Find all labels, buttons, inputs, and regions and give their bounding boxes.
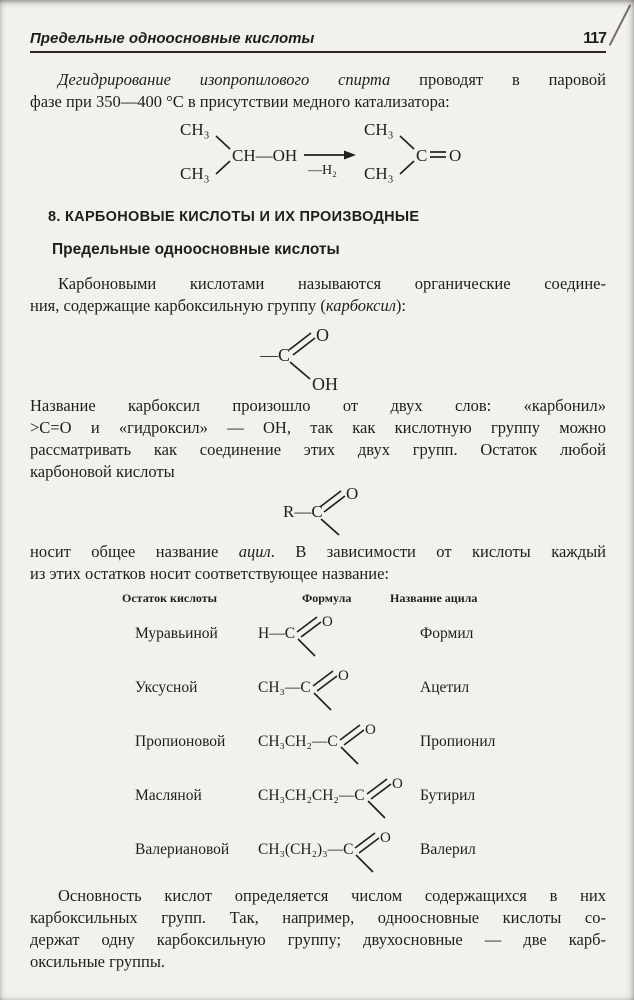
- double-bond-line: [367, 779, 387, 794]
- paragraph-definition: [30, 273, 606, 317]
- formula-text: O: [337, 668, 349, 684]
- acid-name: Валериановой: [135, 841, 230, 858]
- table-header-row: [30, 589, 606, 607]
- bond-line: [216, 136, 230, 149]
- text-line: карбоксильных групп. Так, например, одноосновные кислоты со-: [30, 908, 606, 927]
- formula-text: CH₃: [364, 164, 394, 183]
- text-line: фазе при 350—400 °С в присутствии медного катализатора:: [30, 92, 450, 111]
- formula-text: CH₃(CH₂)₃—C: [258, 841, 354, 858]
- double-bond-line: [324, 496, 345, 512]
- text-run: ния, содержащие карбоксильную группу (: [30, 296, 326, 315]
- formula-text: O: [316, 325, 329, 345]
- text-line: Название карбоксил произошло от двух слов: «карбонил»: [30, 396, 606, 415]
- acyl-fork-structure: [354, 827, 392, 873]
- text-run: проводят в паровой: [390, 70, 606, 89]
- formula-text: O: [391, 776, 403, 792]
- paragraph-dehydrogenation: [30, 69, 606, 113]
- acyl-formula-cell: [258, 773, 420, 819]
- acyl-fork-structure: [312, 665, 350, 711]
- table-row: [30, 769, 606, 823]
- double-bond-line: [289, 333, 311, 350]
- running-title: Предельные одноосновные кислоты: [30, 30, 315, 47]
- acyl-residue-structure: [283, 483, 367, 537]
- acid-name: Муравьиной: [135, 625, 218, 642]
- text-line: карбоновой кислоты: [30, 462, 175, 481]
- acyl-names-table: [30, 589, 606, 877]
- text-line: Карбоновыми кислотами называются органические соедине-: [58, 274, 606, 293]
- text-line: из этих остатков носит соответствующее название:: [30, 564, 389, 583]
- reaction-scheme-isopropanol-to-acetone: [176, 115, 476, 189]
- paragraph-carboxyl-origin: [30, 395, 606, 483]
- formula-text: —C: [260, 345, 291, 365]
- table-row: [30, 607, 606, 661]
- bond-line: [321, 519, 339, 535]
- acid-name: Масляной: [135, 787, 202, 804]
- formula-text: CH₃CH₂—C: [258, 733, 338, 750]
- column-header-acid-residue: Остаток кислоты: [122, 591, 218, 605]
- formula-text: O: [346, 484, 359, 503]
- table-row: [30, 823, 606, 877]
- acyl-name: Формил: [420, 625, 474, 642]
- text-run: ):: [395, 296, 406, 315]
- paragraph-acyl-naming: [30, 541, 606, 585]
- formula-text: CH₃: [180, 164, 210, 183]
- text-run: . В зависимости от кислоты каждый: [270, 542, 606, 561]
- text-line: [30, 541, 606, 563]
- formula-text: O: [380, 830, 392, 846]
- bond-line: [298, 639, 315, 656]
- text-line: >C=O и «гидроксил» — OH, так как кислотную группу можно: [30, 418, 606, 437]
- bond-line: [314, 693, 331, 710]
- header-rule: [30, 51, 606, 53]
- acyl-name: Ацетил: [420, 679, 470, 696]
- formula-text: O: [322, 614, 333, 630]
- formula-text: R—C: [283, 502, 323, 521]
- bond-line: [400, 136, 414, 149]
- formula-text: H—C: [258, 625, 296, 642]
- double-bond-line: [301, 622, 321, 637]
- italic-term: карбоксил: [325, 296, 396, 315]
- acyl-formula-cell: [258, 719, 420, 765]
- bond-line: [356, 855, 373, 872]
- acid-name: Уксусной: [135, 679, 198, 696]
- double-bond-line: [371, 784, 391, 799]
- subsection-heading: Предельные одноосновные кислоты: [52, 241, 340, 258]
- double-bond-line: [297, 617, 317, 632]
- text-line: рассматривать как соединение этих двух групп. Остаток любой: [30, 440, 606, 459]
- double-bond-line: [340, 725, 360, 740]
- text-line: оксильные группы.: [30, 952, 166, 971]
- running-head: [30, 30, 606, 48]
- double-bond-line: [344, 730, 364, 745]
- acyl-formula-cell: [258, 611, 420, 657]
- page-number: 117: [583, 30, 606, 47]
- text-run: носит общее название: [30, 542, 239, 561]
- text-line: Основность кислот определяется числом содержащихся в них: [58, 886, 606, 905]
- acyl-fork-structure: [296, 611, 334, 657]
- paragraph-basicity: [30, 885, 606, 973]
- formula-text: CH₃: [180, 120, 210, 139]
- text-line: [30, 69, 606, 91]
- double-bond-line: [293, 338, 315, 355]
- formula-text: C: [416, 146, 428, 165]
- carboxyl-group-structure: [260, 319, 356, 393]
- table-row: [30, 715, 606, 769]
- acyl-name: Валерил: [420, 841, 476, 858]
- bond-line: [400, 161, 414, 174]
- table-row: [30, 661, 606, 715]
- formula-text: O: [449, 146, 462, 165]
- bond-line: [216, 161, 230, 174]
- formula-text: CH₃—C: [258, 679, 311, 696]
- double-bond-line: [320, 491, 341, 507]
- formula-text: O: [364, 722, 376, 738]
- bond-line: [341, 747, 358, 764]
- section-heading: 8. КАРБОНОВЫЕ КИСЛОТЫ И ИХ ПРОИЗВОДНЫЕ: [48, 209, 420, 225]
- italic-term: ацил: [238, 542, 271, 561]
- acyl-fork-structure: [339, 719, 377, 765]
- double-bond-line: [359, 838, 379, 853]
- double-bond-line: [313, 671, 333, 686]
- formula-text: CH₃CH₂CH₂—C: [258, 787, 365, 804]
- acyl-formula-cell: [258, 665, 420, 711]
- formula-text: CH₃: [364, 120, 394, 139]
- bond-line: [368, 801, 385, 818]
- double-bond-line: [317, 676, 337, 691]
- column-header-formula: Формула: [302, 591, 352, 605]
- acid-name: Пропионовой: [135, 733, 226, 750]
- arrow-condition: —H₂: [308, 163, 337, 178]
- text-line: держат одну карбоксильную группу; двухосновные — две карб-: [30, 930, 606, 949]
- bond-line: [290, 362, 310, 379]
- acyl-name: Бутирил: [420, 787, 476, 804]
- formula-text: OH: [312, 374, 338, 393]
- acyl-name: Пропионил: [420, 733, 496, 750]
- acyl-formula-cell: [258, 827, 420, 873]
- double-bond-line: [355, 833, 375, 848]
- column-header-acyl-name: Название ацила: [390, 591, 478, 605]
- italic-lead: Дегидрирование изопропилового спирта: [58, 70, 391, 89]
- acyl-fork-structure: [366, 773, 404, 819]
- formula-text: CH—OH: [232, 146, 298, 165]
- text-line: [30, 295, 606, 317]
- reaction-arrowhead: [344, 151, 356, 160]
